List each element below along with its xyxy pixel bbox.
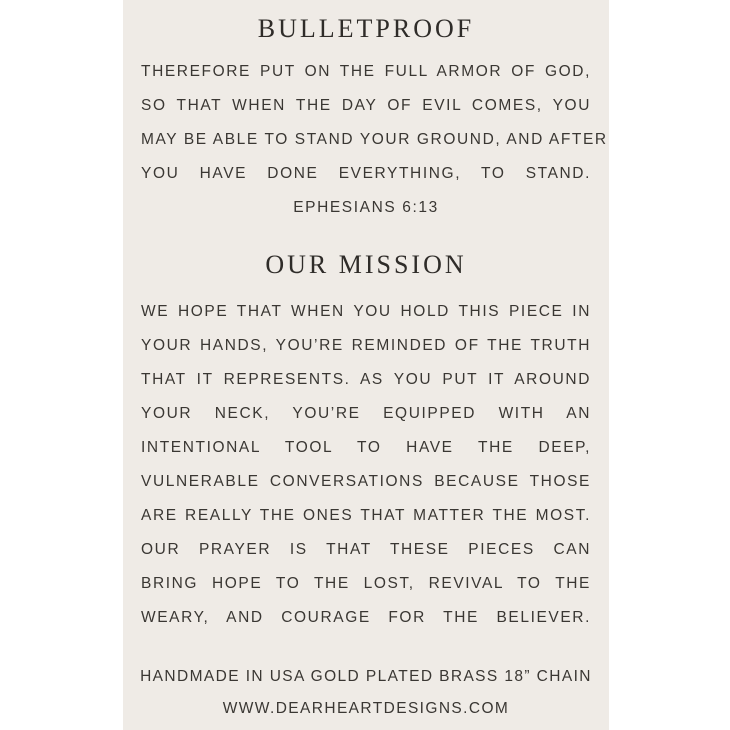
mission-line: THAT IT REPRESENTS. AS YOU PUT IT AROUND [141,371,591,388]
mission-line: OUR PRAYER IS THAT THESE PIECES CAN [141,541,591,558]
mission-line: WE HOPE THAT WHEN YOU HOLD THIS PIECE IN [141,303,591,320]
website-url: WWW.DEARHEARTDESIGNS.COM [222,700,510,717]
scripture-line: SO THAT WHEN THE DAY OF EVIL COMES, YOU [141,97,591,114]
mission-line: INTENTIONAL TOOL TO HAVE THE DEEP, [141,439,591,456]
mission-title: OUR MISSION [265,250,467,279]
mission-line: BRING HOPE TO THE LOST, REVIVAL TO THE [141,575,591,592]
scripture-line: MAY BE ABLE TO STAND YOUR GROUND, AND AFTER [141,131,608,148]
mission-paragraph [141,295,591,635]
mission-line: YOUR HANDS, YOU’RE REMINDED OF THE TRUTH [141,337,591,354]
mission-line: ARE REALLY THE ONES THAT MATTER THE MOST. [141,507,591,524]
scripture-line: YOU HAVE DONE EVERYTHING, TO STAND. [141,165,591,182]
mission-line: YOUR NECK, YOU’RE EQUIPPED WITH AN [141,405,591,422]
mission-line: VULNERABLE CONVERSATIONS BECAUSE THOSE [141,473,591,490]
mission-line: WEARY, AND COURAGE FOR THE BELIEVER. [141,609,591,626]
bulletproof-title: BULLETPROOF [257,14,475,43]
scripture-paragraph [141,55,608,225]
product-info-card [123,0,609,730]
scripture-citation: EPHESIANS 6:13 [293,199,439,216]
scripture-line: THEREFORE PUT ON THE FULL ARMOR OF GOD, [141,63,591,80]
product-details: HANDMADE IN USA GOLD PLATED BRASS 18” CHAIN [140,668,592,685]
